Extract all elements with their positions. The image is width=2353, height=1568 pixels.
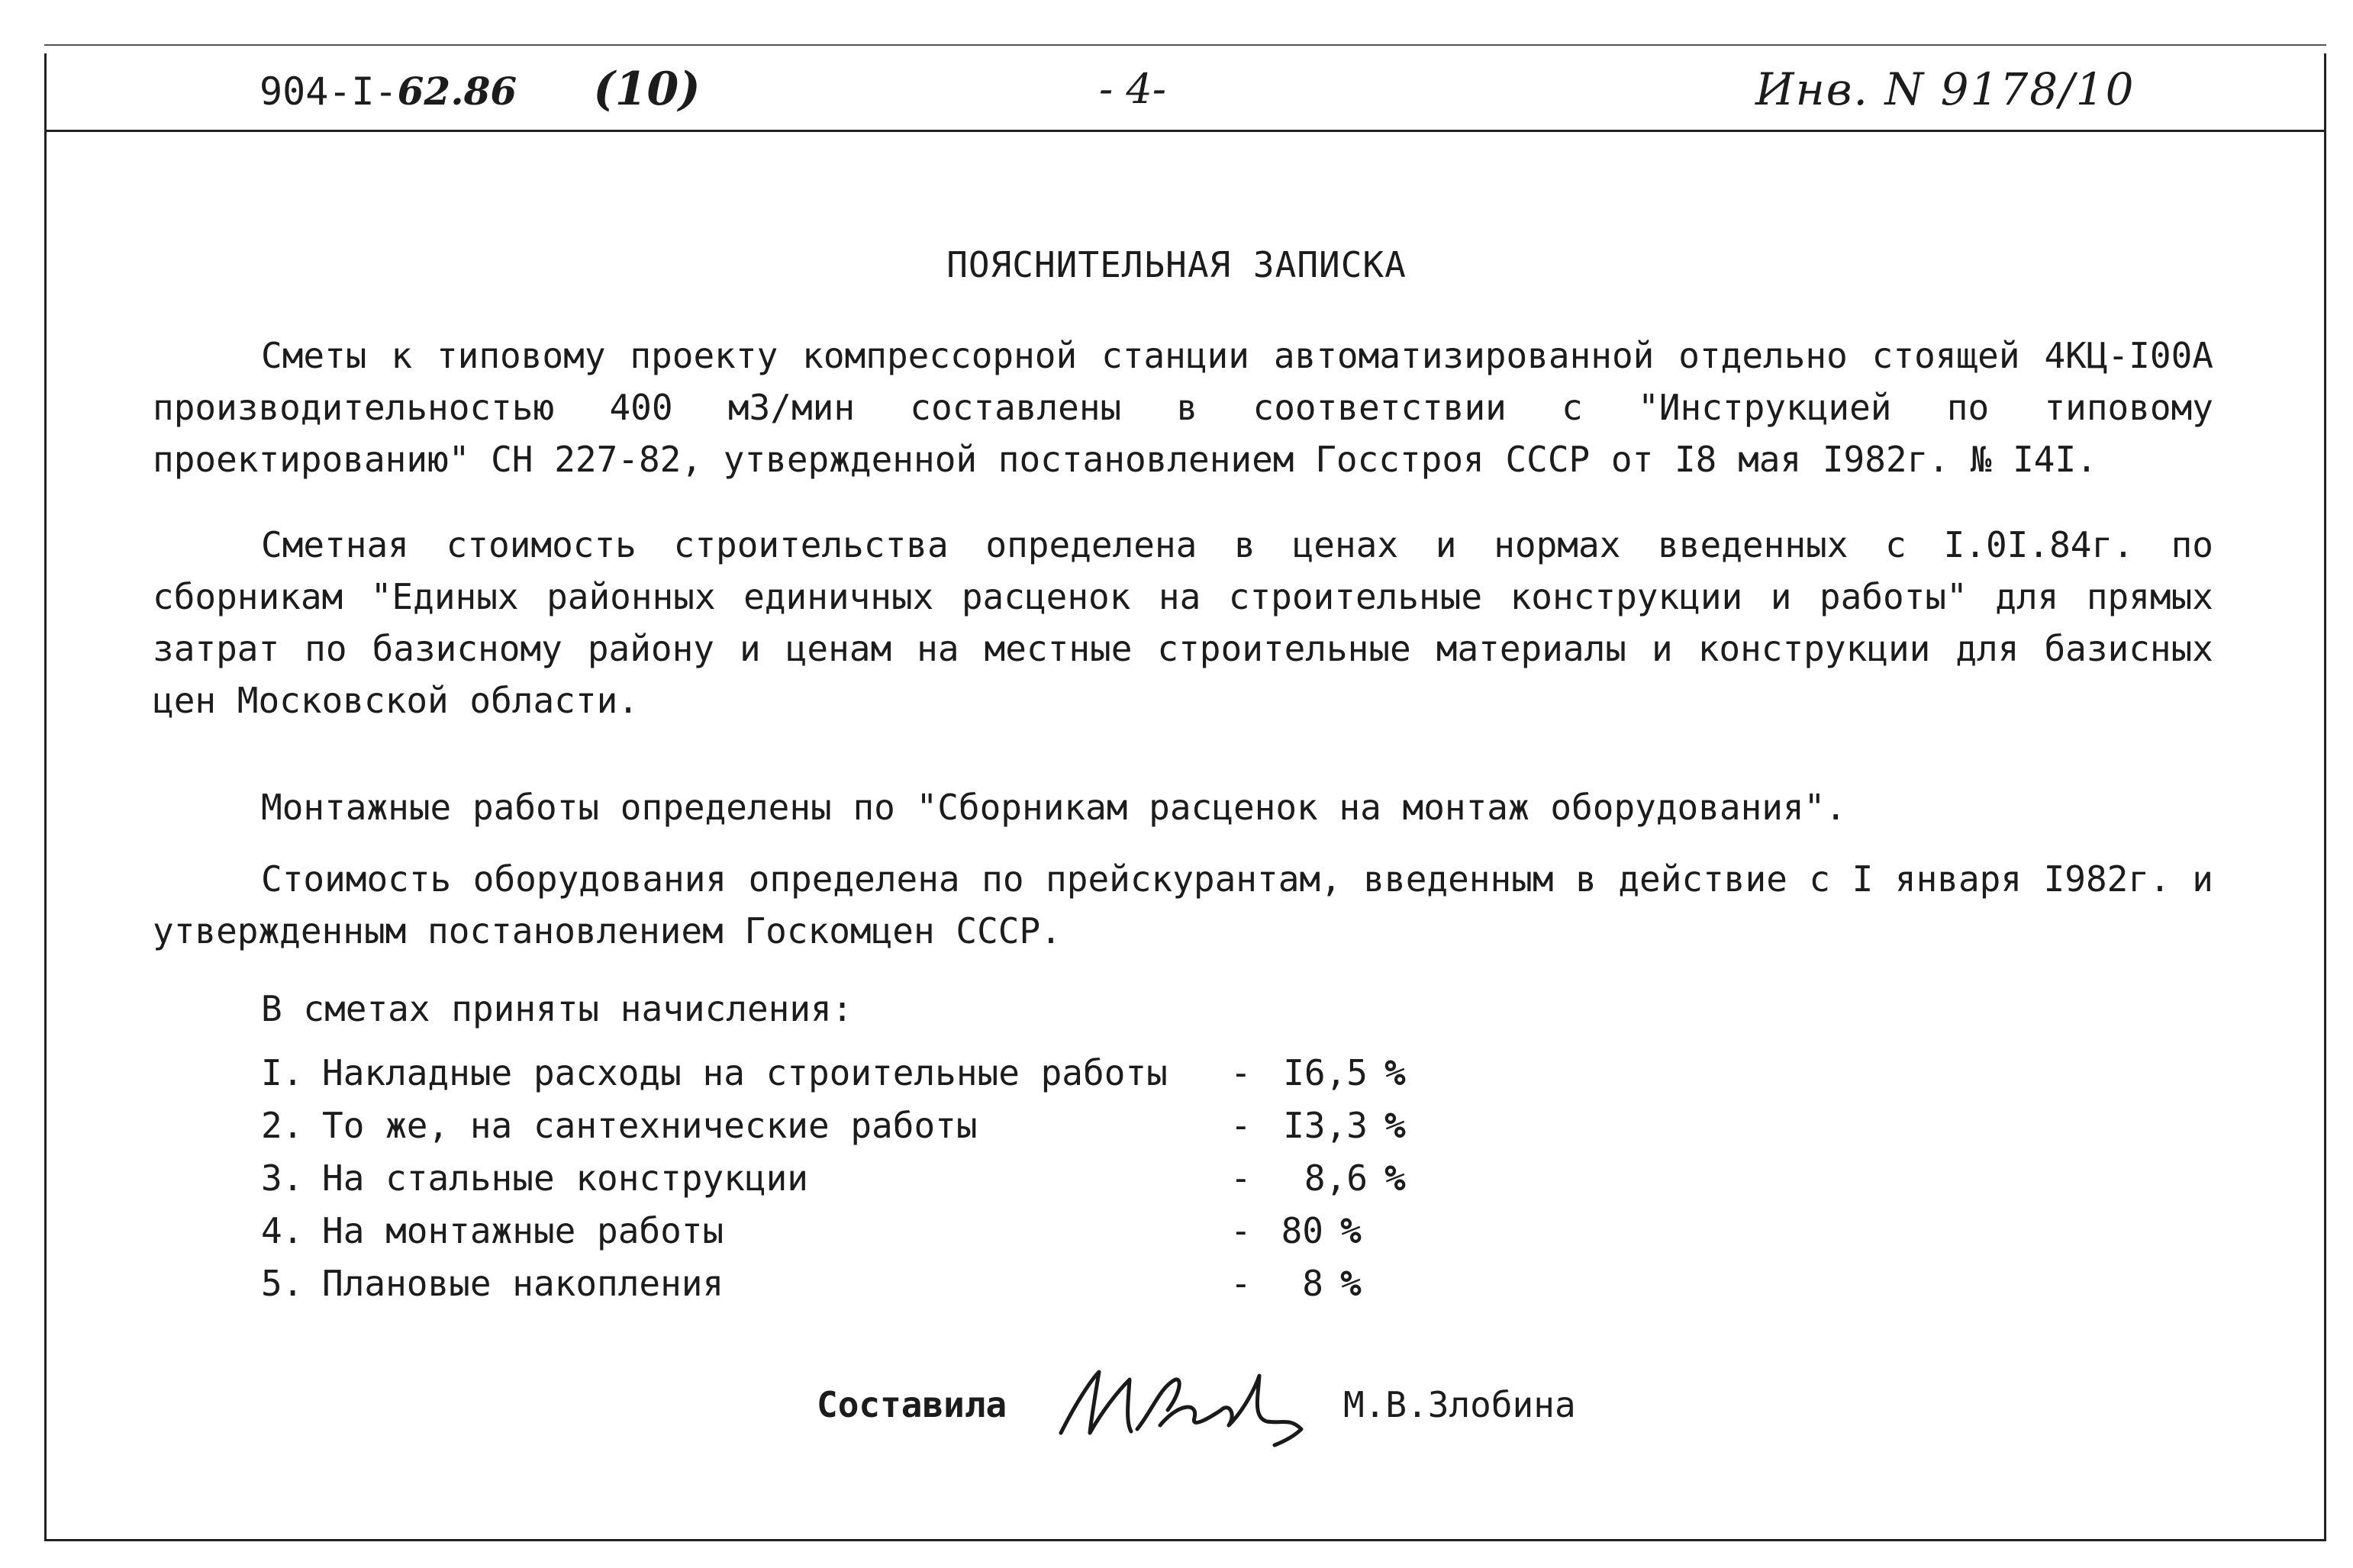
paragraph-text: Сметы к типовому проекту компрессорной станции автоматизированной отдельно стоящей 4КЦ-I00А производительностью 400 м3/мин составлены в соответствии с "Инструкцией по типовому проектированию" СН 227-82, утвержденной постановлением Госстроя СССР от I8 мая I982г. № I4I. — [153, 335, 2213, 480]
item-dash: - — [1230, 1263, 1252, 1304]
item-unit: % — [1384, 1052, 1406, 1093]
item-unit: % — [1340, 1263, 1362, 1304]
item-label: То же, на сантехнические работы — [322, 1105, 978, 1146]
item-value: 80 — [1281, 1210, 1323, 1251]
handwritten-signature — [1046, 1357, 1320, 1448]
page-top-edge — [44, 44, 2326, 46]
paragraph-text: Сметная стоимость строительства определена в ценах и нормах введенных с I.0I.84г. по сборникам "Единых районных единичных расценок на строительные конструкции и работы" для прямых затрат по базисному району и ценам на местные строительные материалы и конструкции для базисных цен Московской области. — [153, 524, 2213, 721]
header-rule — [44, 130, 2326, 132]
item-number: 2. — [261, 1105, 304, 1146]
signatory-name: М.В.Злобина — [1343, 1384, 1576, 1425]
item-number: I. — [261, 1052, 304, 1093]
item-value: 8 — [1302, 1263, 1323, 1304]
item-dash: - — [1230, 1105, 1252, 1146]
paragraph-estimates-basis — [153, 330, 2213, 485]
item-label: На стальные конструкции — [322, 1157, 808, 1199]
paragraph-installation-works: Монтажные работы определены по "Сборникам расценок на монтаж оборудования". — [261, 787, 1847, 828]
paragraph-construction-cost — [153, 519, 2213, 726]
item-label: Плановые накопления — [322, 1263, 724, 1304]
item-dash: - — [1230, 1157, 1252, 1199]
item-value: I6,5 — [1283, 1052, 1368, 1093]
signature-label: Составила — [817, 1384, 1007, 1425]
paragraph-text: Стоимость оборудования определена по прейскурантам, введенным в действие с I января I982г. и утвержденным постановлением Госкомцен СССР. — [153, 858, 2213, 951]
item-label: Накладные расходы на строительные работы — [322, 1052, 1168, 1093]
page-number: - 4- — [1099, 65, 1167, 113]
item-label: На монтажные работы — [322, 1210, 724, 1251]
paragraph-charges-intro: В сметах приняты начисления: — [261, 988, 853, 1029]
item-unit: % — [1340, 1210, 1362, 1251]
inventory-number: Инв. N 9178/10 — [1755, 63, 2135, 115]
document-code-typed: 904-I- — [259, 69, 398, 114]
item-value: I3,3 — [1283, 1105, 1368, 1146]
paragraph-equipment-cost — [153, 853, 2213, 957]
item-number: 3. — [261, 1157, 304, 1199]
item-number: 5. — [261, 1263, 304, 1304]
sheet-number: (10) — [593, 63, 701, 116]
item-number: 4. — [261, 1210, 304, 1251]
document-title: ПОЯСНИТЕЛЬНАЯ ЗАПИСКА — [946, 244, 1407, 285]
item-unit: % — [1384, 1105, 1406, 1146]
document-code — [259, 63, 701, 116]
item-dash: - — [1230, 1210, 1252, 1251]
item-value: 8,6 — [1304, 1157, 1368, 1199]
document-code-handwritten: 62.86 — [397, 69, 517, 114]
item-dash: - — [1230, 1052, 1252, 1093]
item-unit: % — [1384, 1157, 1406, 1199]
